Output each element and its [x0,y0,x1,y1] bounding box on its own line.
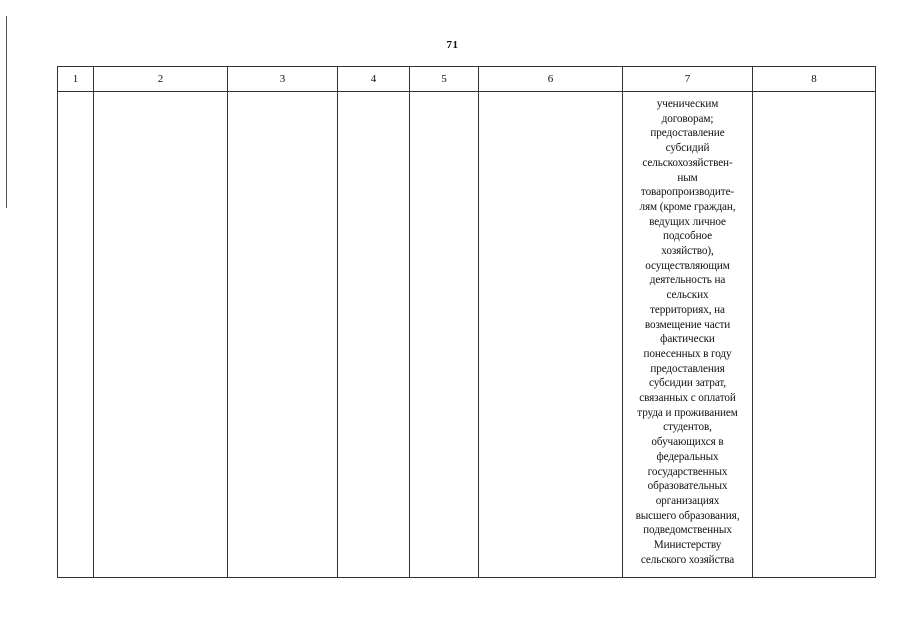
cell-text-col-5 [410,92,478,97]
cell-text-col-7: ученическим договорам; предоставление субсидий сельскохозяйствен- ным товаропроизводите- лям (кроме граждан, ведущих личное подсобное хозяйство), осуществляющим деятельность на сельских территориях, на возмещение части фактически понесенных в году предоставления субсидии затрат, связанных с оплатой труда и проживанием студентов, обучающихся в федеральных государственных образовательных организациях высшего образования, подведомственных Министерству сельского хозяйства [635,98,740,566]
cell-text-col-6 [479,92,622,97]
column-header-6: 6 [479,67,623,92]
cell-text-col-3 [228,92,337,97]
cell-col-6 [479,92,623,578]
column-header-1: 1 [58,67,94,92]
document-table [57,66,876,578]
column-header-5: 5 [410,67,479,92]
cell-col-7 [623,92,753,578]
cell-col-8 [753,92,876,578]
cell-col-5 [410,92,479,578]
cell-col-2 [94,92,228,578]
table-row [58,92,876,578]
table-header-row [58,67,876,92]
column-header-2: 2 [94,67,228,92]
cell-col-4 [338,92,410,578]
column-header-8: 8 [753,67,876,92]
column-header-7: 7 [623,67,753,92]
column-header-4: 4 [338,67,410,92]
cell-text-col-2 [94,92,227,97]
cell-col-3 [228,92,338,578]
page-number: 71 [446,39,459,51]
cell-col-1 [58,92,94,578]
cell-text-col-8 [753,92,875,97]
cell-text-col-1 [58,92,93,97]
column-header-3: 3 [228,67,338,92]
cell-text-col-4 [338,92,409,97]
